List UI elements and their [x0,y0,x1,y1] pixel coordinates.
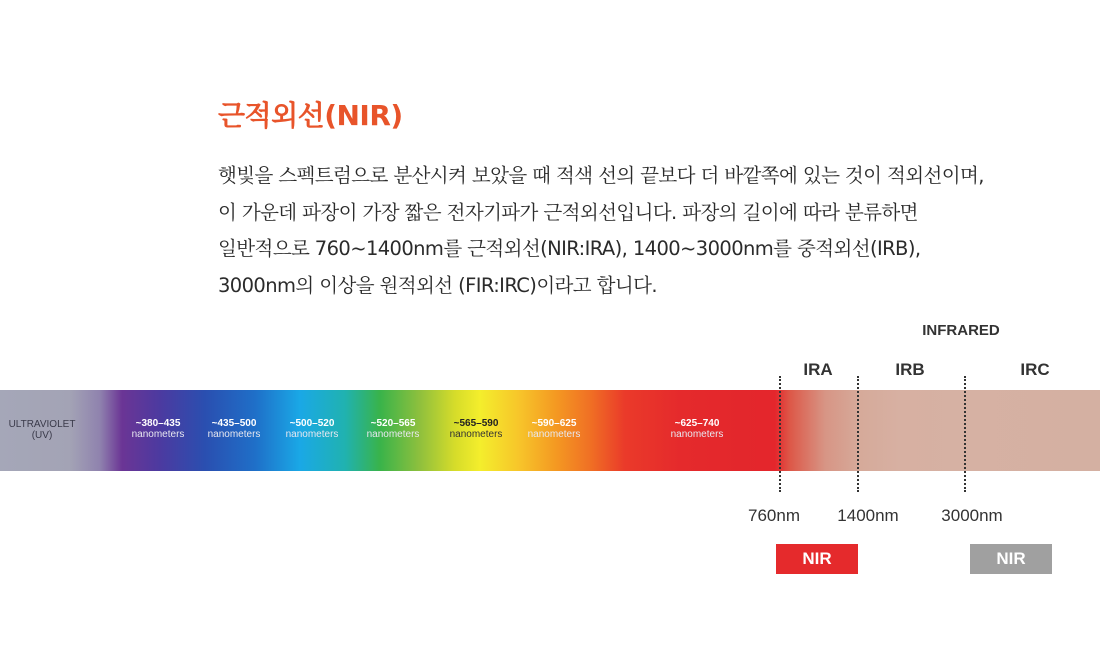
wavelength-760: 760nm [748,506,800,525]
boundary-line-3000 [964,376,966,492]
band-unit: nanometers [527,429,581,440]
uv-label-line: ULTRAVIOLET [8,419,76,430]
paragraph-line: 이 가운데 파장이 가장 짧은 전자기파가 근적외선입니다. 파장의 길이에 따라 분류하면 [218,200,918,224]
description-paragraph [218,158,1078,304]
band-orange [528,418,581,440]
band-unit: nanometers [449,429,503,440]
paragraph-line: 햇빛을 스펙트럼으로 분산시켜 보았을 때 적색 선의 끝보다 더 바깥쪽에 있는 것이 적외선이며, [218,164,984,187]
band-blue [208,418,261,440]
band-unit: nanometers [670,429,724,440]
band-unit: nanometers [131,429,185,440]
page-title: 근적외선(NIR) [218,99,403,132]
nir-badge-red: NIR [776,544,858,574]
band-unit: nanometers [285,429,339,440]
band-range: ~625–740 [674,418,720,429]
band-range: ~590–625 [531,418,577,429]
band-unit: nanometers [207,429,261,440]
uv-label-line: (UV) [31,430,53,441]
band-range: ~435–500 [211,418,257,429]
band-range: ~380–435 [135,418,181,429]
band-violet [132,418,185,440]
band-range: ~520–565 [370,418,416,429]
band-yellow [450,418,503,440]
boundary-line-760 [779,376,781,492]
paragraph-line: 3000nm의 이상을 원적외선 (FIR:IRC)이라고 합니다. [218,273,657,297]
wavelength-1400: 1400nm [837,506,899,525]
nir-badge-gray: NIR [970,544,1052,574]
band-range: ~565–590 [453,418,499,429]
band-green [367,418,420,440]
region-label-irb: IRB [895,360,925,379]
paragraph-line: 일반적으로 760~1400nm를 근적외선(NIR:IRA), 1400~3000nm를 중적외선(IRB), [218,237,921,260]
infrared-heading: INFRARED [922,322,1000,339]
wavelength-3000: 3000nm [941,506,1003,525]
band-range: ~500–520 [289,418,335,429]
band-unit: nanometers [366,429,420,440]
region-label-ira: IRA [803,360,833,379]
region-label-irc: IRC [1020,360,1050,379]
band-red [671,418,724,440]
band-cyan [286,418,339,440]
boundary-line-1400 [857,376,859,492]
uv-label [3,419,81,441]
